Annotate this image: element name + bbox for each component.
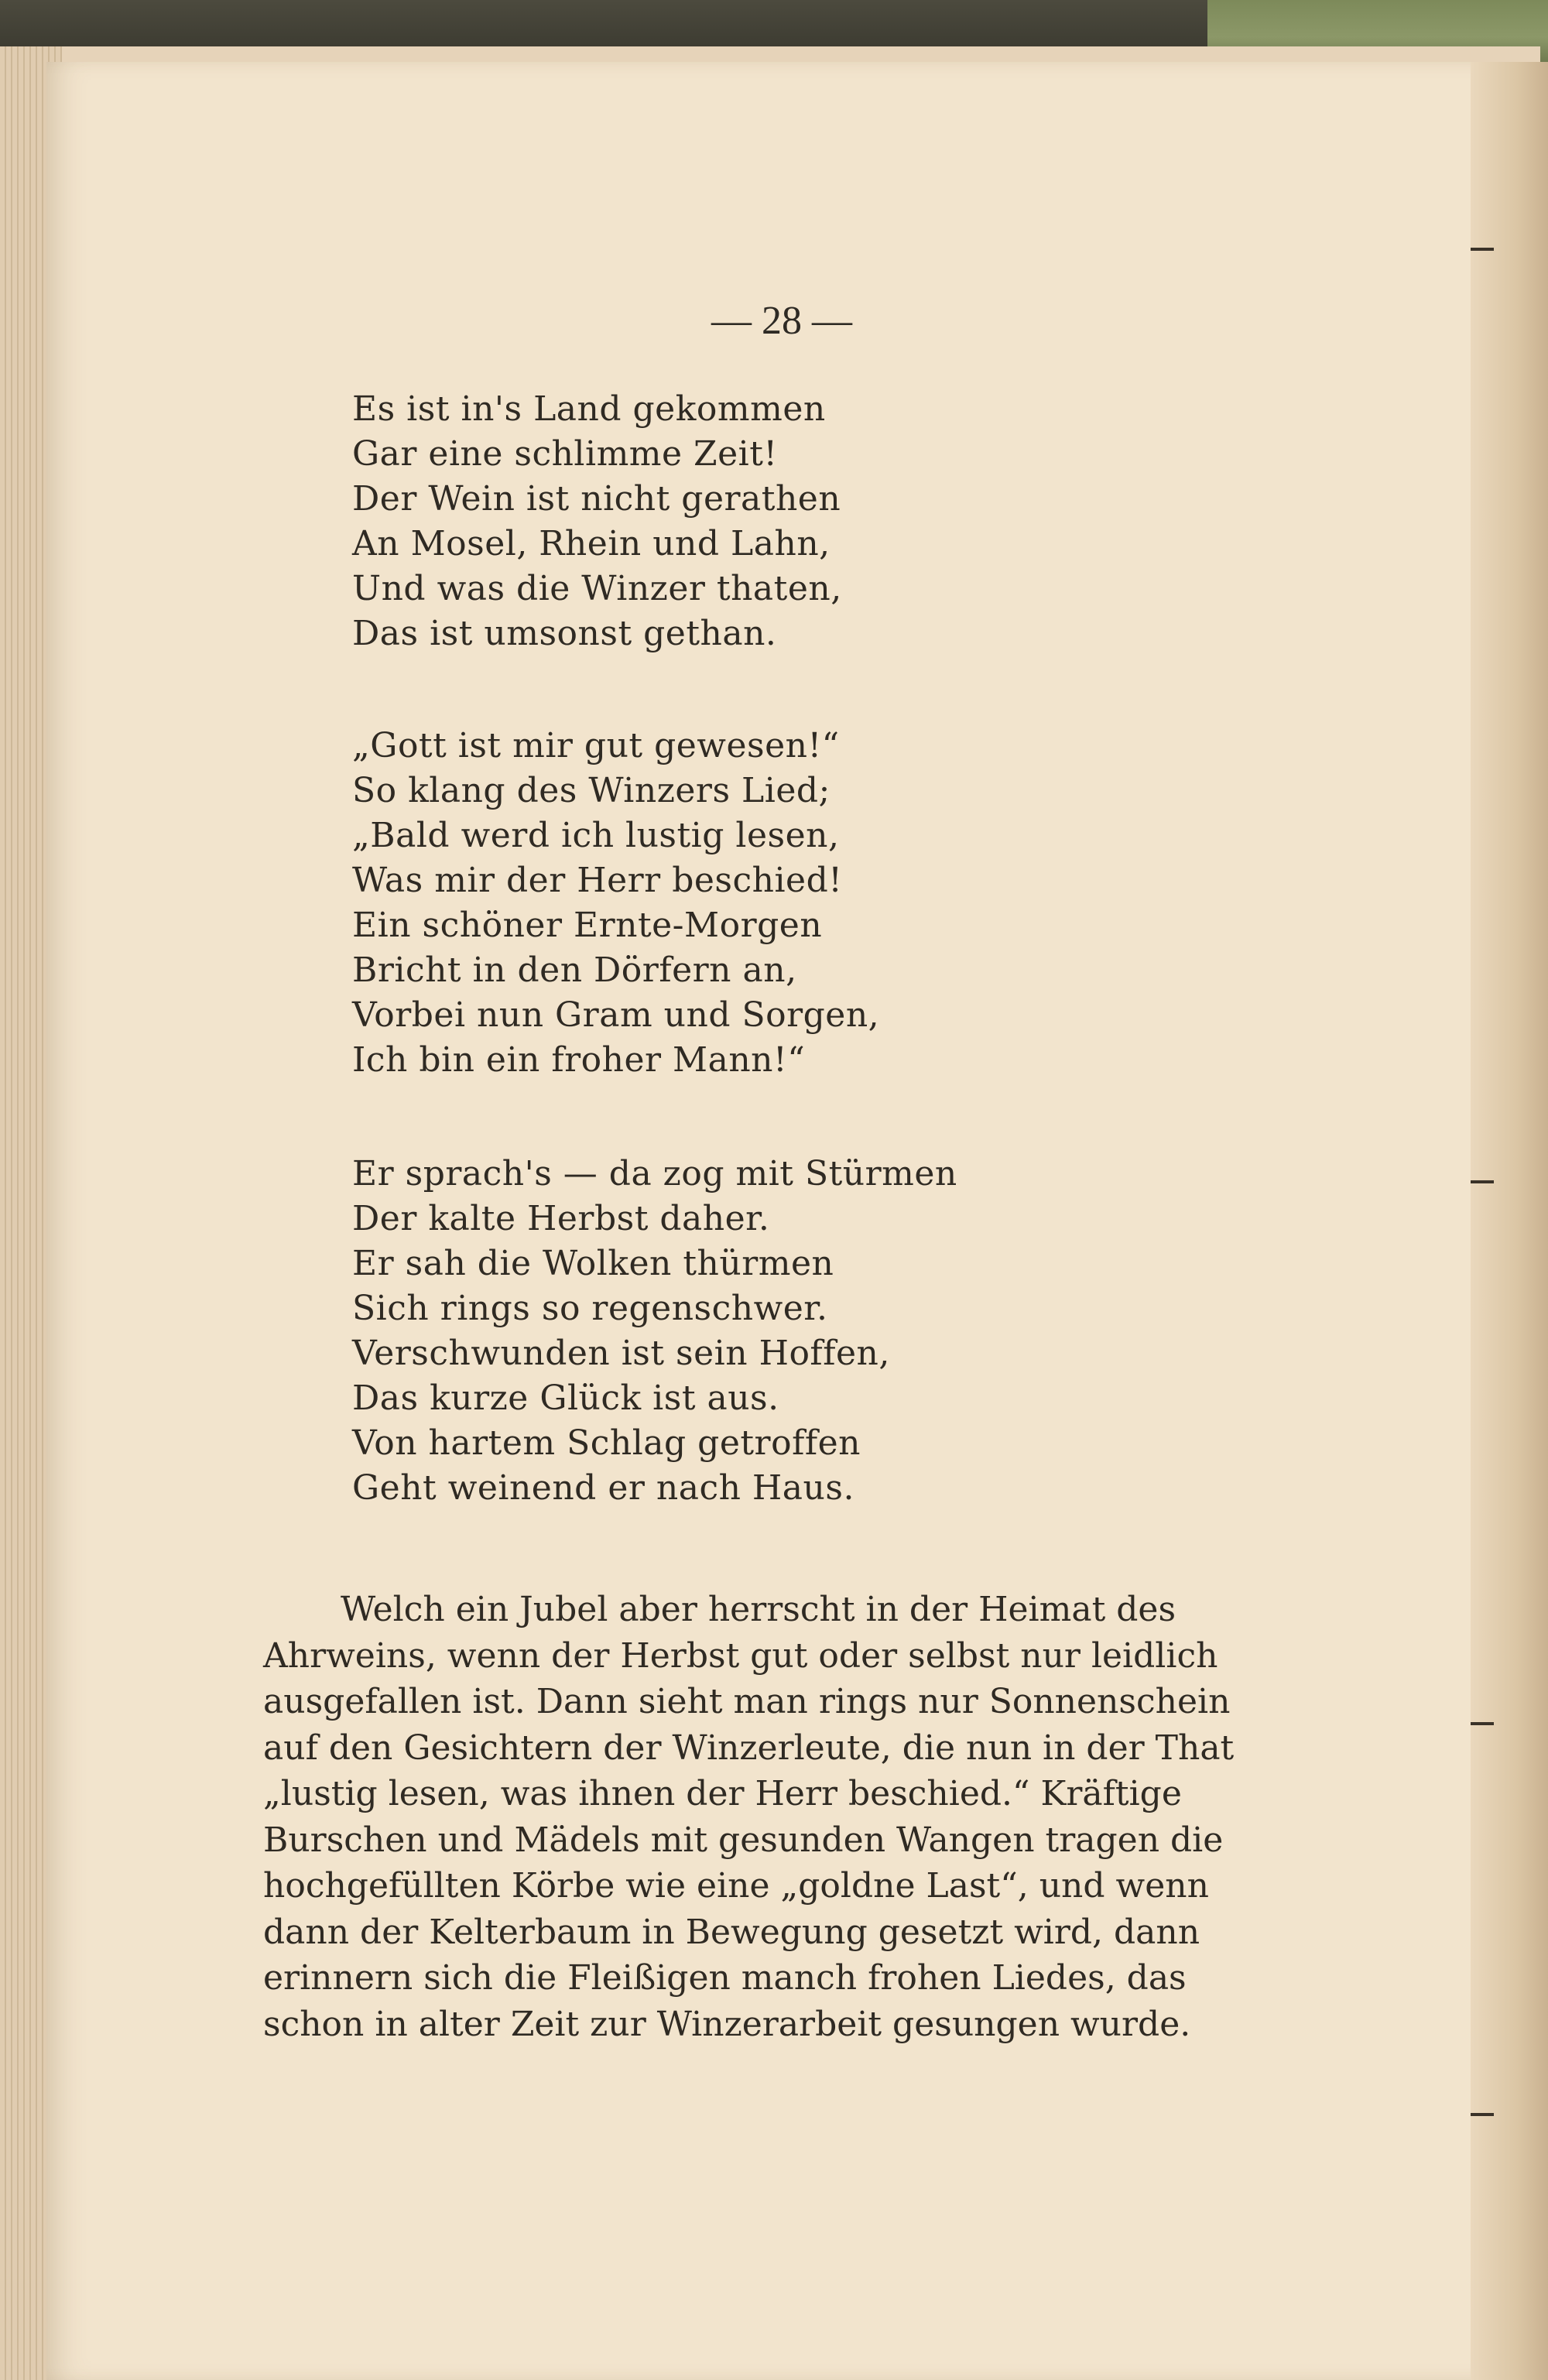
poem-line: Bricht in den Dörfern an, [352,950,797,990]
prose-line: Ahrweins, wenn der Herbst gut oder selbst nur leidlich [263,1635,1218,1676]
poem-line: Er sprach's — da zog mit Stürmen [352,1154,957,1193]
prose-line: „lustig lesen, was ihnen der Herr beschied.“ Kräftige [263,1774,1182,1813]
poem-line: Er sah die Wolken thürmen [352,1244,834,1283]
prose-line: hochgefüllten Körbe wie eine „goldne Last“, und wenn [263,1866,1209,1906]
poem-stanza-3 [352,1152,957,1511]
poem-line: Verschwunden ist sein Hoffen, [352,1334,890,1373]
poem-line: Das ist umsonst gethan. [352,614,777,653]
poem-line: So klang des Winzers Lied; [352,771,831,810]
poem-stanza-2 [352,724,879,1083]
prose-line: Burschen und Mädels mit gesunden Wangen tragen die [263,1820,1224,1860]
edge-mark [1471,1722,1494,1725]
edge-mark [1471,248,1494,251]
poem-line: „Gott ist mir gut gewesen!“ [352,726,840,765]
poem-line: Gar eine schlimme Zeit! [352,434,778,474]
poem-line: Der kalte Herbst daher. [352,1199,770,1238]
prose-line: dann der Kelterbaum in Bewegung gesetzt wird, dann [263,1912,1200,1952]
poem-line: Vorbei nun Gram und Sorgen, [352,995,880,1035]
prose-line: ausgefallen ist. Dann sieht man rings nur Sonnenschein [263,1682,1231,1721]
prose-line: Welch ein Jubel aber herrscht in der Heimat des [341,1590,1176,1629]
poem-line: Was mir der Herr beschied! [352,861,843,900]
poem-line: Geht weinend er nach Haus. [352,1468,854,1508]
poem-stanza-1 [352,387,842,656]
poem-line: Ich bin ein froher Mann!“ [352,1040,806,1080]
prose-paragraph [263,1587,1347,2047]
edge-mark [1471,1180,1494,1183]
poem-line: Das kurze Glück ist aus. [352,1378,779,1418]
poem-line: Es ist in's Land gekommen [352,389,826,429]
edge-mark [1471,2113,1494,2116]
poem-line: Sich rings so regenschwer. [352,1289,828,1328]
right-page-edge [1471,62,1548,2380]
poem-line: Und was die Winzer thaten, [352,569,842,608]
poem-line: „Bald werd ich lustig lesen, [352,816,840,855]
prose-line: erinnern sich die Fleißigen manch frohen Liedes, das [263,1958,1187,1998]
poem-line: Der Wein ist nicht gerathen [352,479,841,519]
poem-line: Von hartem Schlag getroffen [352,1423,861,1463]
prose-line: auf den Gesichtern der Winzerleute, die nun in der That [263,1728,1235,1768]
poem-line: An Mosel, Rhein und Lahn, [352,524,831,563]
prose-line: schon in alter Zeit zur Winzerarbeit gesungen wurde. [263,2004,1191,2044]
poem-line: Ein schöner Ernte-Morgen [352,906,823,945]
page-number: — 28 — [711,299,852,343]
